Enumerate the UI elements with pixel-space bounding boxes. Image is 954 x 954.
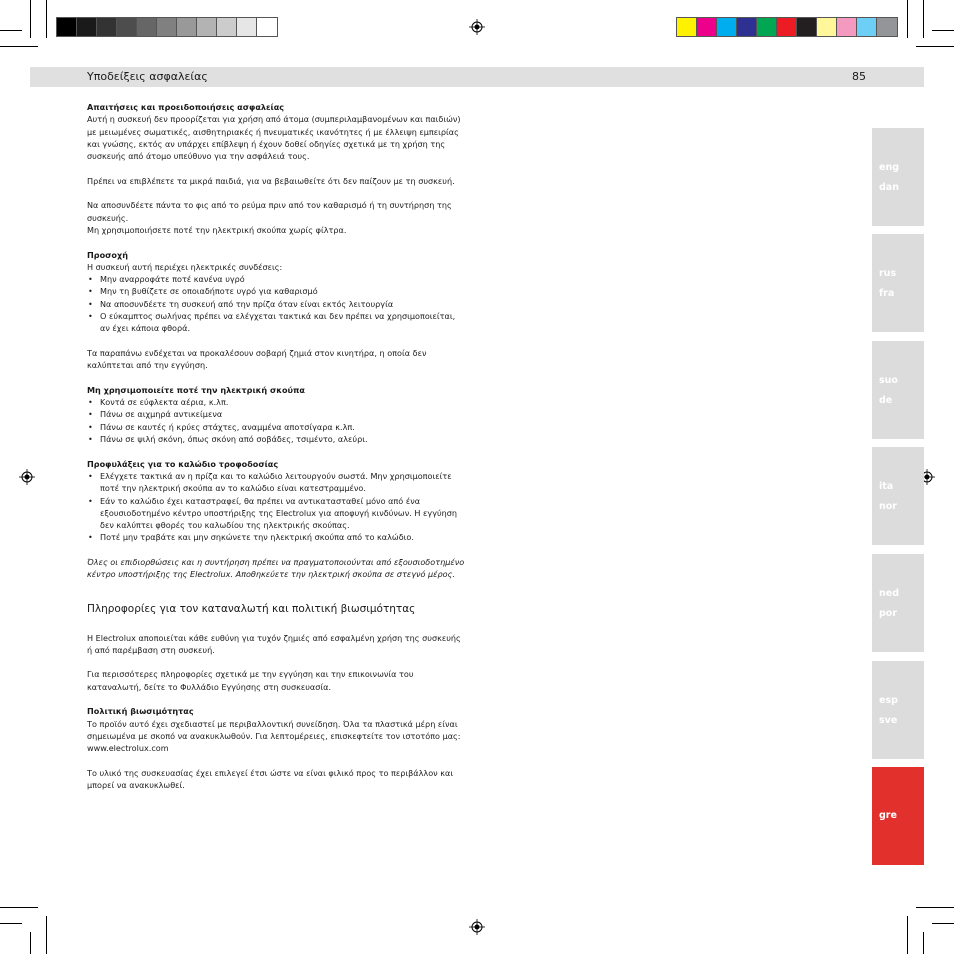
cable-precautions-list	[87, 470, 467, 544]
language-code: nor	[879, 501, 897, 512]
consumer-info-title: Πληροφορίες για τον καταναλωτή και πολιτική βιωσιμότητας	[87, 602, 416, 615]
language-tab-esp-sve[interactable]	[872, 661, 924, 759]
never-use-list	[87, 396, 467, 445]
color-swatch	[217, 18, 237, 36]
color-swatch	[97, 18, 117, 36]
language-code: rus	[879, 268, 897, 279]
color-swatch	[257, 18, 277, 36]
language-tab-ned-por[interactable]	[872, 554, 924, 652]
paragraph: Η συσκευή αυτή περιέχει ηλεκτρικές συνδέσεις:	[87, 261, 283, 272]
never-use-heading: Μη χρησιμοποιείτε ποτέ την ηλεκτρική σκούπα	[87, 384, 305, 395]
language-code: dan	[879, 182, 899, 193]
list-item: • Να αποσυνδέετε τη συσκευή από την πρίζα όταν είναι εκτός λειτουργία	[87, 298, 467, 310]
color-swatch	[237, 18, 257, 36]
paragraph: Να αποσυνδέετε πάντα το φις από το ρεύμα πριν από τον καθαρισμό ή τη συντήρηση της συσκευής.	[87, 200, 452, 223]
color-swatch	[77, 18, 97, 36]
language-code: gre	[879, 810, 897, 821]
color-swatch	[157, 18, 177, 36]
registration-mark-icon	[469, 919, 485, 935]
safety-requirements-heading: Απαιτήσεις και προειδοποιήσεις ασφαλείας	[87, 102, 285, 112]
page-header	[30, 67, 924, 87]
language-code: ita	[879, 481, 894, 492]
cable-precautions-heading: Προφυλάξεις για το καλώδιο τροφοδοσίας	[87, 458, 279, 469]
sustainability-heading: Πολιτική βιωσιμότητας	[87, 706, 194, 717]
language-tab-rus-fra[interactable]	[872, 234, 924, 332]
language-code: sve	[879, 715, 898, 726]
color-swatch	[137, 18, 157, 36]
language-tab-ita-nor[interactable]	[872, 447, 924, 545]
language-code: ned	[879, 588, 900, 599]
color-swatch	[117, 18, 137, 36]
color-swatch	[797, 18, 817, 36]
list-item: • Μην τη βυθίζετε σε οποιαδήποτε υγρό για καθαρισμό	[87, 285, 467, 297]
list-item: • Μην αναρροφάτε ποτέ κανένα υγρό	[87, 273, 467, 285]
list-item: • Κοντά σε εύφλεκτα αέρια, κ.λπ.	[87, 396, 467, 408]
color-swatch	[737, 18, 757, 36]
list-item: • Ο εύκαμπτος σωλήνας πρέπει να ελέγχεται τακτικά και δεν πρέπει να χρησιμοποιείται, αν έχει κάποια φθορά.	[87, 310, 467, 335]
color-swatch	[697, 18, 717, 36]
paragraph: Το προϊόν αυτό έχει σχεδιαστεί με περιβαλλοντική συνείδηση. Όλα τα πλαστικά μέρη είναι σημειωμένα με σκοπό να ανακυκλωθούν. Για λεπτομέρειες, επισκεφτείτε τον ιστοτόπο μας: www.electrolux.com	[87, 718, 461, 754]
color-swatch	[877, 18, 897, 36]
paragraph: Τα παραπάνω ενδέχεται να προκαλέσουν σοβαρή ζημιά στον κινητήρα, η οποία δεν καλύπτεται από την εγγύηση.	[87, 347, 427, 371]
color-swatch	[677, 18, 697, 36]
language-code: fra	[879, 288, 895, 299]
registration-mark-icon	[19, 469, 35, 485]
color-calibration-bar	[676, 17, 898, 37]
content-column	[87, 101, 467, 791]
caution-list	[87, 273, 467, 334]
service-note: Όλες οι επιδιορθώσεις και η συντήρηση πρέπει να πραγματοποιούνται από εξουσιοδοτημένο κέντρο υποστήριξης της Electrolux. Αποθηκεύετε την ηλεκτρική σκούπα σε στεγνό μέρος.	[87, 556, 465, 580]
paragraph: Η Electrolux αποποιείται κάθε ευθύνη για τυχόν ζημιές από εσφαλμένη χρήση της συσκευής ή από παρέμβαση στη συσκευή.	[87, 632, 461, 655]
color-swatch	[777, 18, 797, 36]
color-swatch	[177, 18, 197, 36]
color-swatch	[57, 18, 77, 36]
page-number: 85	[852, 70, 866, 83]
list-item: • Πάνω σε καυτές ή κρύες στάχτες, αναμμένα αποτσίγαρα κ.λπ.	[87, 421, 467, 433]
paragraph: Αυτή η συσκευή δεν προορίζεται για χρήση από άτομα (συμπεριλαμβανομένων και παιδιών) με μειωμένες σωματικές, αισθητηριακές ή πνευματικές ικανότητες ή με έλλειψη εμπειρίας και γνώσης, εκτός αν υπάρχει επίβλεψη ή έχουν δοθεί οδηγίες σχετικά με τη χρήση της συσκευής από άτομο υπεύθυνο για την ασφάλειά τους.	[87, 114, 461, 162]
language-tab-suo-de[interactable]	[872, 341, 924, 439]
language-code: eng	[879, 162, 900, 173]
list-item: • Εάν το καλώδιο έχει καταστραφεί, θα πρέπει να αντικατασταθεί μόνο από ένα εξουσιοδοτημένο κέντρο υποστήριξης της Electrolux για αποφυγή κινδύνων. Η εγγύηση δεν καλύπτει φθορές του καλωδίου της ηλεκτρικής σκούπας.	[87, 495, 467, 532]
language-code: suo	[879, 375, 898, 386]
caution-heading: Προσοχή	[87, 249, 128, 260]
grayscale-calibration-bar	[56, 17, 278, 37]
page-title: Υποδείξεις ασφαλείας	[87, 70, 208, 83]
color-swatch	[757, 18, 777, 36]
language-code: de	[879, 395, 893, 406]
list-item: • Πάνω σε ψιλή σκόνη, όπως σκόνη από σοβάδες, τσιμέντο, αλεύρι.	[87, 433, 467, 445]
color-swatch	[837, 18, 857, 36]
color-swatch	[817, 18, 837, 36]
paragraph: Μη χρησιμοποιήσετε ποτέ την ηλεκτρική σκούπα χωρίς φίλτρα.	[87, 224, 347, 235]
list-item: • Πάνω σε αιχμηρά αντικείμενα	[87, 408, 467, 420]
list-item: • Ποτέ μην τραβάτε και μην σηκώνετε την ηλεκτρική σκούπα από το καλώδιο.	[87, 531, 467, 543]
paragraph: Το υλικό της συσκευασίας έχει επιλεγεί έτσι ώστε να είναι φιλικό προς το περιβάλλον και μπορεί να ανακυκλωθεί.	[87, 767, 454, 791]
paragraph: Πρέπει να επιβλέπετε τα μικρά παιδιά, για να βεβαιωθείτε ότι δεν παίζουν με τη συσκευή.	[87, 175, 455, 186]
color-swatch	[857, 18, 877, 36]
language-code: por	[879, 608, 898, 619]
list-item: • Ελέγχετε τακτικά αν η πρίζα και το καλώδιο λειτουργούν σωστά. Μην χρησιμοποιείτε ποτέ την ηλεκτρική σκούπα αν το καλώδιο είναι κατεστραμμένο.	[87, 470, 467, 495]
color-swatch	[717, 18, 737, 36]
language-tab-eng-dan[interactable]	[872, 128, 924, 226]
paragraph: Για περισσότερες πληροφορίες σχετικά με την εγγύηση και την επικοινωνία του καταναλωτή, δείτε το Φυλλάδιο Εγγύησης στη συσκευασία.	[87, 669, 414, 692]
color-swatch	[197, 18, 217, 36]
language-code: esp	[879, 695, 898, 706]
registration-mark-icon	[469, 19, 485, 35]
language-tab-gre[interactable]	[872, 767, 924, 865]
